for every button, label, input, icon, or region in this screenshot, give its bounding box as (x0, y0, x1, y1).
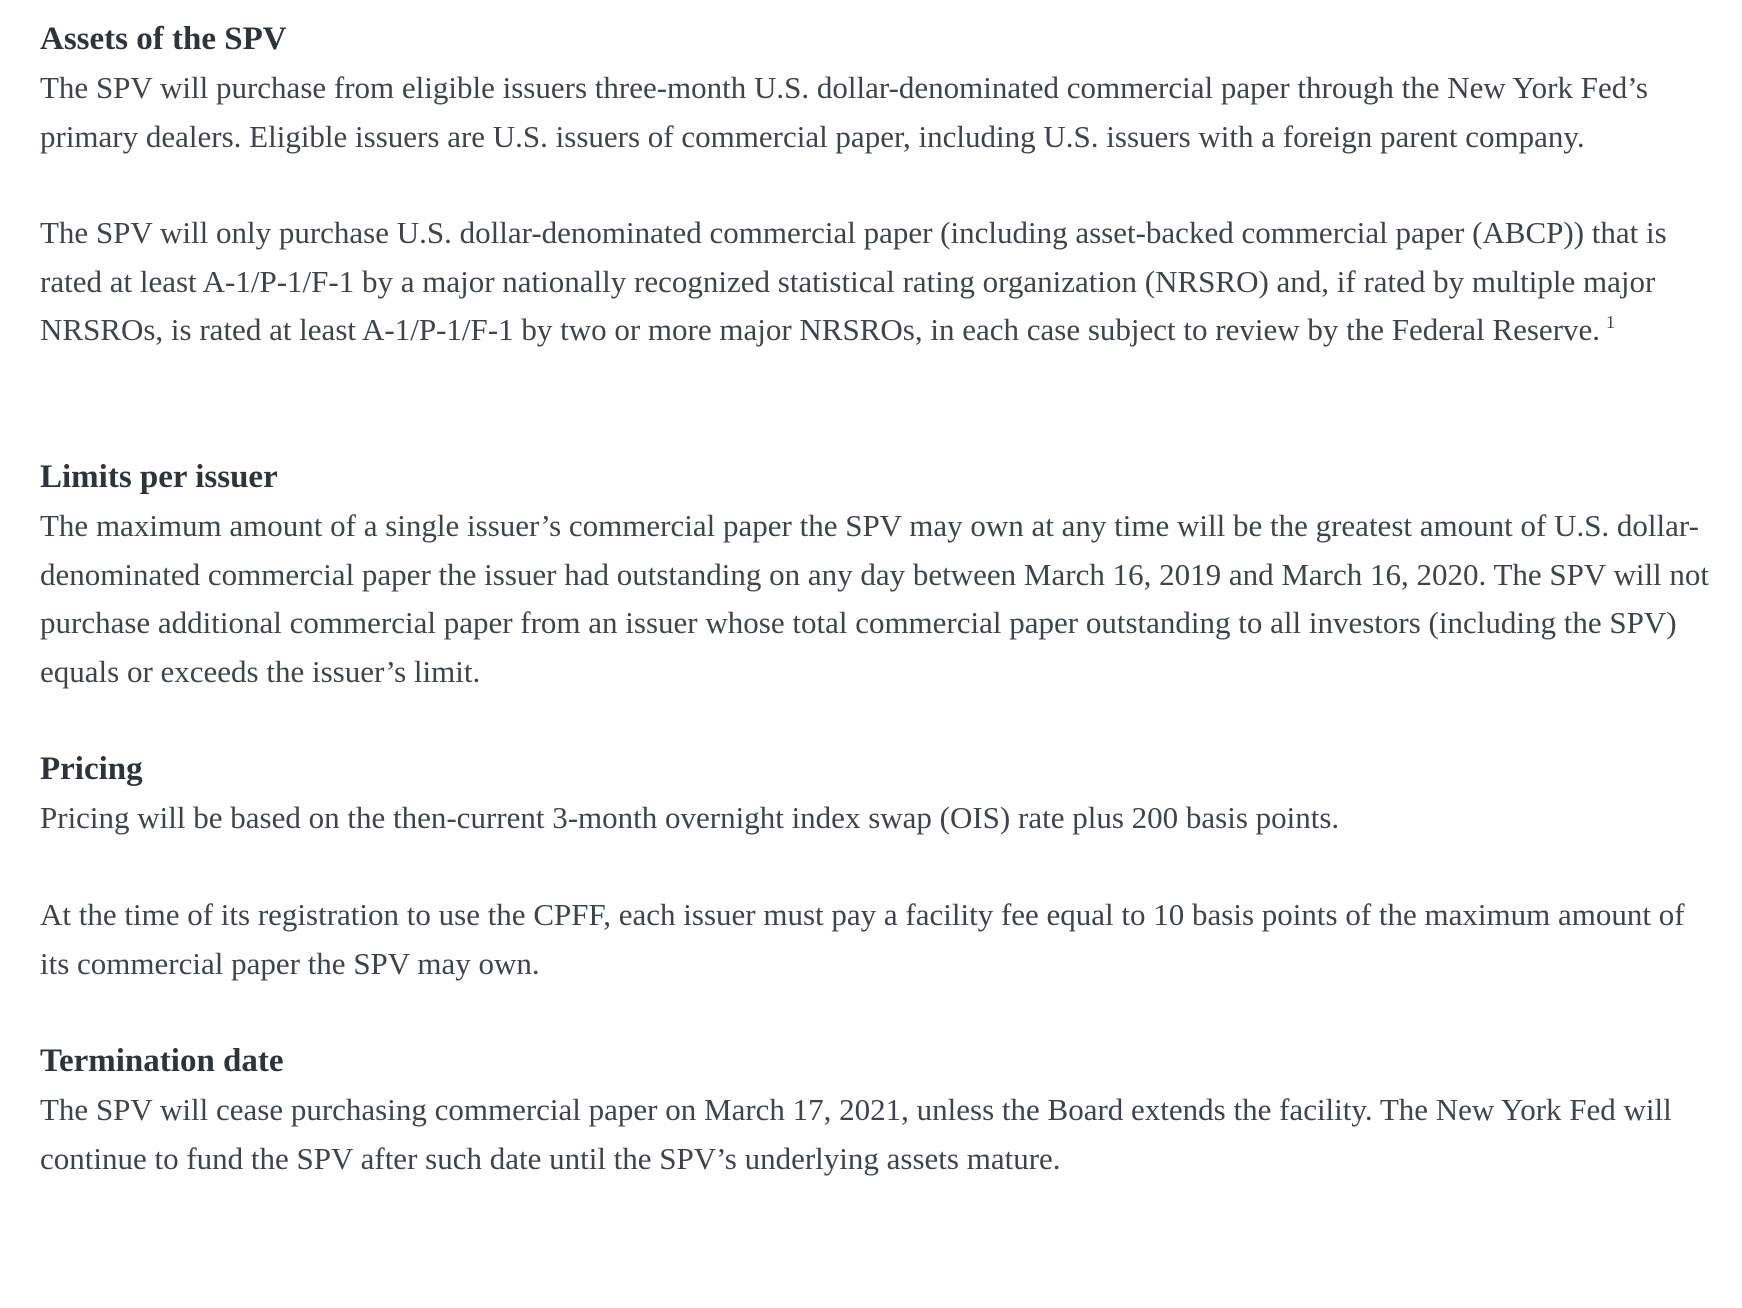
section-heading: Pricing (40, 751, 143, 788)
section-heading: Limits per issuer (40, 458, 278, 495)
document-body (40, 14, 1720, 1183)
section-limits-per-issuer (40, 452, 1720, 696)
paragraph: At the time of its registration to use the CPFF, each issuer must pay a facility fee equal to 10 basis points of the maximum amount of its commercial paper the SPV may own. (40, 896, 1685, 981)
section-heading: Assets of the SPV (40, 21, 287, 57)
section-pricing (40, 744, 1720, 988)
paragraph: Pricing will be based on the then-current 3-month overnight index swap (OIS) rate plus 200 basis points. (40, 800, 1340, 836)
paragraph: The SPV will cease purchasing commercial paper on March 17, 2021, unless the Board extends the facility. The New York Fed will continue to fund the SPV after such date until the SPV’s underlying assets mature. (40, 1092, 1672, 1176)
paragraph-text: The SPV will only purchase U.S. dollar-denominated commercial paper (including asset-backed commercial paper (ABCP)) that is rated at least A-1/P-1/F-1 by a major nationally recognized statistical rating organization (NRSRO) and, if rated by multiple major NRSROs, is rated at least A-1/P-1/F-1 by two or more major NRSROs, in each case subject to review by the Federal Reserve. (40, 215, 1667, 348)
section-termination-date (40, 1036, 1720, 1183)
paragraph-with-footnote (40, 209, 1720, 355)
section-heading: Termination date (40, 1043, 284, 1080)
paragraph: The SPV will purchase from eligible issuers three-month U.S. dollar-denominated commercial paper through the New York Fed’s primary dealers. Eligible issuers are U.S. issuers of commercial paper, including U.S. issuers with a foreign parent company. (40, 70, 1648, 154)
footnote-link[interactable]: 1 (1606, 312, 1616, 333)
paragraph: The maximum amount of a single issuer’s commercial paper the SPV may own at any time will be the greatest amount of U.S. dollar-denominated commercial paper the issuer had outstanding on any day between March 16, 2019 and March 16, 2020. The SPV will not purchase additional commercial paper from an issuer whose total commercial paper outstanding to all investors (including the SPV) equals or exceeds the issuer’s limit. (40, 507, 1710, 689)
section-assets-of-the-spv (40, 14, 1720, 355)
